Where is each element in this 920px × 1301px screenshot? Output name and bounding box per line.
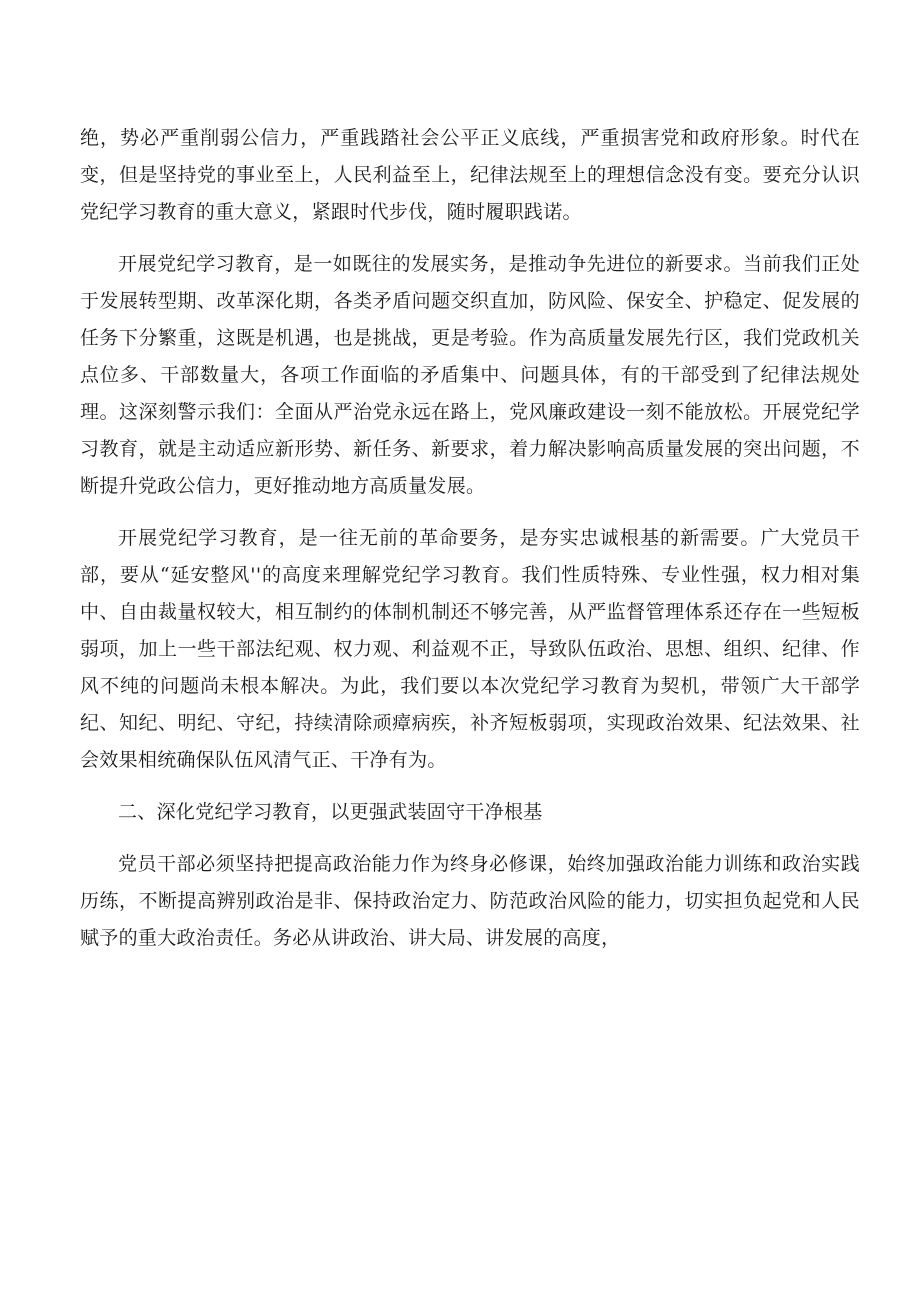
section-heading: 二、深化党纪学习教育，以更强武装固守干净根基 (118, 801, 543, 823)
paragraph-development-tasks: 开展党纪学习教育，是一如既往的发展实务，是推动争先进位的新要求。当前我们正处于发展转型期、改革深化期，各类矛盾问题交织直加，防风险、保安全、护稳定、促发展的任务下分繁重，这既是机遇，也是挑战，更是考验。作为高质量发展先行区，我们党政机关点位多、干部数量大，各项工作面临的矛盾集中、问题具体，有的干部受到了纪律法规处理。这深刻警示我们：全面从严治党永远在路上，党风廉政建设一刻不能放松。开展党纪学习教育，就是主动适应新形势、新任务、新要求，着力解决影响高质量发展的突出问题，不断提升党政公信力，更好推动地方高质量发展。 (80, 253, 860, 497)
paragraph-continued: 绝，势必严重削弱公信力，严重践踏社会公平正义底线，严重损害党和政府形象。时代在变，但是坚持党的事业至上，人民利益至上，纪律法规至上的理想信念没有变。要充分认识党纪学习教育的重大意义，紧跟时代步伐，随时履职践诺。 (80, 127, 860, 223)
paragraph-political-ability: 党员干部必须坚持把提高政治能力作为终身必修课，始终加强政治能力训练和政治实践历练，不断提高辨别政治是非、保持政治定力、防范政治风险的能力，切实担负起党和人民赋予的重大政治责任。务必从讲政治、讲大局、讲发展的高度， (80, 853, 860, 949)
document-body (80, 120, 860, 972)
paragraph-revolutionary-tasks: 开展党纪学习教育，是一往无前的革命要务，是夯实忠诚根基的新需要。广大党员干部，要从“延安整风''的高度来理解党纪学习教育。我们性质特殊、专业性强，权力相对集中、自由裁量权较大，相互制约的体制机制还不够完善，从严监督管理体系还存在一些短板弱项，加上一些干部法纪观、权力观、利益观不正，导致队伍政治、思想、组织、纪律、作风不纯的问题尚未根本解决。为此，我们要以本次党纪学习教育为契机，带领广大干部学纪、知纪、明纪、守纪，持续清除顽瘴病疾，补齐短板弱项，实现政治效果、纪法效果、社会效果相统确保队伍风清气正、干净有为。 (80, 527, 860, 771)
